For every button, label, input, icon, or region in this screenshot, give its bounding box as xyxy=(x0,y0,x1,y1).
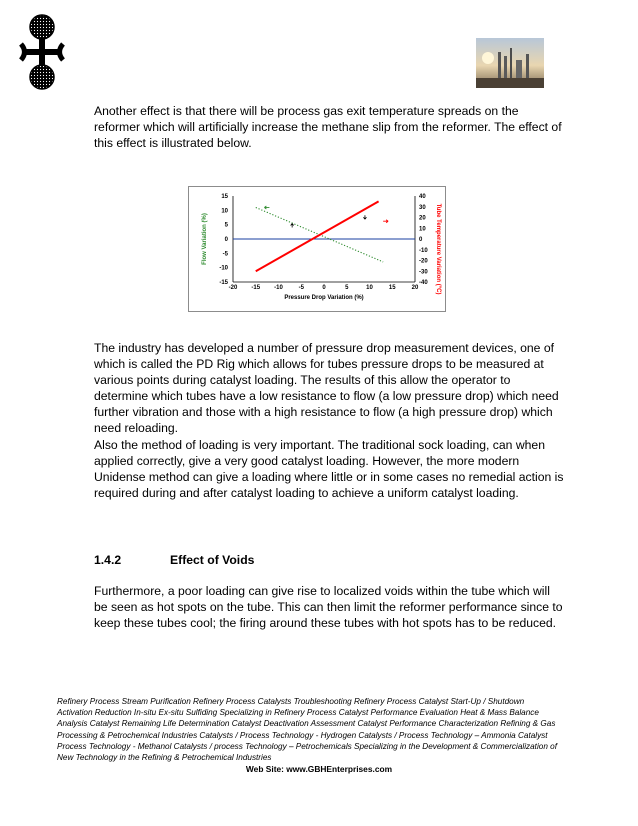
y2-tick-label: -30 xyxy=(419,269,428,276)
refinery-skyline-photo-icon xyxy=(476,38,544,88)
footer-services-text: Refinery Process Stream Purification Refinery Process Catalysts Troubleshooting Refinery Process Catalyst Start-Up / Shutdown Activation Reduction In-situ Ex-situ Sulfiding Specializing in Refinery Process Catalyst Performance Evaluation Heat & Mass Balance Analysis Catalyst Remaining Life Determination Catalyst Deactivation Assessment Catalyst Performance Characterization Refining & Gas Processing & Petrochemical Industries Catalysts / Process Technology - Hydrogen Catalysts / Process Technology – Ammonia Catalyst Process Technology - Methanol Catalysts / process Technology – Petrochemicals Specializing in the Development & Commercialization of New Technology in the Refining & Petrochemical Industries xyxy=(57,697,557,763)
y2-tick-label: 10 xyxy=(419,226,426,233)
down-arrow-icon xyxy=(363,215,366,219)
flow-arrow-icon xyxy=(264,206,269,209)
x-tick-label: 5 xyxy=(345,285,349,291)
x-axis-label: Pressure Drop Variation (%) xyxy=(284,295,364,301)
y2-tick-label: -40 xyxy=(419,280,428,286)
x-tick-label: 0 xyxy=(322,285,326,291)
x-tick-label: -10 xyxy=(274,285,283,291)
section-number: 1.4.2 xyxy=(94,553,122,567)
section-title: Effect of Voids xyxy=(170,553,255,567)
x-tick-label: 15 xyxy=(388,285,396,291)
chart-figure xyxy=(188,186,446,312)
y2-tick-label: 40 xyxy=(419,194,426,200)
x-tick-label: -20 xyxy=(228,285,238,291)
intro-paragraph: Another effect is that there will be process gas exit temperature spreads on the reformer which will artificially increase the methane slip from the reformer. The effect of this effect is illustrated below. xyxy=(94,104,562,150)
y-tick-label: -15 xyxy=(219,280,228,286)
up-arrow-icon xyxy=(291,224,294,228)
y2-tick-label: 30 xyxy=(419,204,426,211)
y2-tick-label: -20 xyxy=(419,258,428,265)
pd-rig-paragraph: The industry has developed a number of pressure drop measurement devices, one of which is called the PD Rig which allows for tubes pressure drops to be measured at various points during catalyst loading. The results of this allow the operator to determine which tubes have a low resistance to flow (a low pressure drop) which need further vibration and those with a high resistance to flow (a high pressure drop) which need reloading. xyxy=(94,341,559,435)
x-tick-label: 10 xyxy=(366,285,373,291)
voids-paragraph: Furthermore, a poor loading can give rise to localized voids within the tube which will be seen as hot spots on the tube. This can then limit the reformer performance since to keep these tubes cool; the firing around these tubes with hot spots has to be reduced. xyxy=(94,584,563,630)
company-logo xyxy=(18,14,66,90)
y-axis-label: Flow Variation (%) xyxy=(202,213,208,265)
y2-tick-label: 20 xyxy=(419,215,426,222)
y-tick-label: -5 xyxy=(222,251,228,258)
x-tick-label: -15 xyxy=(251,285,261,291)
x-tick-label: 20 xyxy=(411,285,419,291)
refinery-photo xyxy=(476,38,544,88)
y2-tick-label: -10 xyxy=(419,247,428,254)
loading-method-paragraph: Also the method of loading is very important. The traditional sock loading, can when applied correctly, give a very good catalyst loading. However, the more modern Unidense method can give a loading where little or in some cases no remedial action is required during and after catalyst loading to achieve a uniform catalyst loading. xyxy=(94,438,564,500)
x-tick-label: -5 xyxy=(298,285,304,291)
y-tick-label: 5 xyxy=(224,222,228,229)
y2-axis-label: Tube Temperature Variation (°C) xyxy=(435,203,441,295)
y-tick-label: -10 xyxy=(219,265,228,272)
temperature-arrow-icon xyxy=(383,220,388,223)
y-tick-label: 10 xyxy=(221,208,228,215)
y-tick-label: 15 xyxy=(221,194,228,200)
footer-website: Web Site: www.GBHEnterprises.com xyxy=(245,764,393,774)
y2-tick-label: 0 xyxy=(419,237,423,243)
series-line-temperature xyxy=(256,201,379,271)
chart-svg xyxy=(189,187,445,311)
y-tick-label: 0 xyxy=(224,237,228,243)
company-emblem-icon xyxy=(18,14,66,90)
